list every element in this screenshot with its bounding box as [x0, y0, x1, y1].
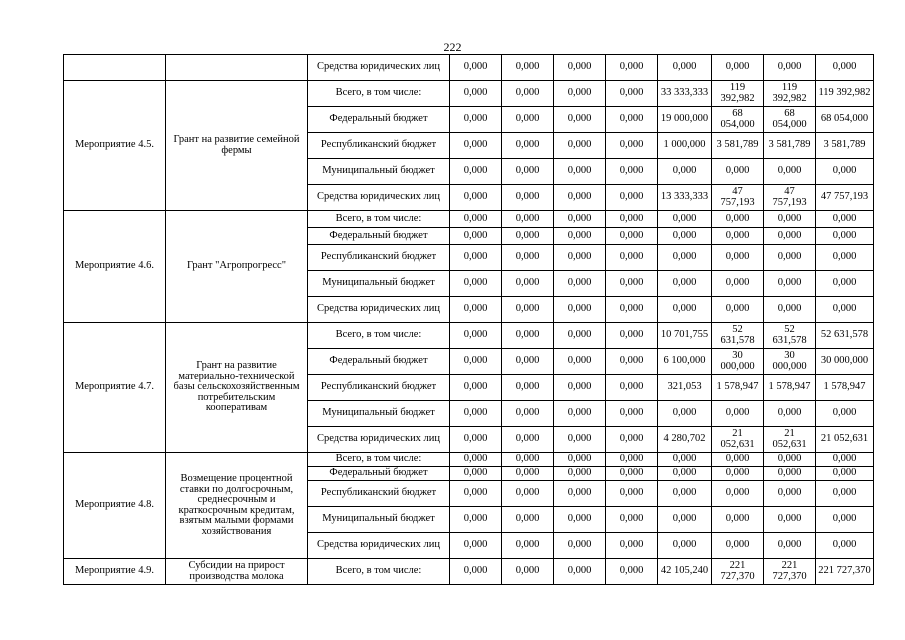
- value-cell: 0,000: [764, 401, 816, 427]
- value-cell: 47 757,193: [712, 185, 764, 211]
- value-cell: 0,000: [502, 107, 554, 133]
- value-cell: 0,000: [816, 533, 874, 559]
- value-cell: 0,000: [502, 323, 554, 349]
- value-cell: 0,000: [554, 559, 606, 585]
- value-cell: 0,000: [450, 107, 502, 133]
- value-cell: 0,000: [764, 228, 816, 245]
- value-cell: 0,000: [554, 185, 606, 211]
- value-cell: 0,000: [450, 297, 502, 323]
- value-cell: 0,000: [764, 453, 816, 467]
- value-cell: 0,000: [502, 467, 554, 481]
- value-cell: 0,000: [764, 533, 816, 559]
- value-cell: 0,000: [450, 81, 502, 107]
- value-cell: 0,000: [658, 159, 712, 185]
- funding-source: Средства юридических лиц: [308, 185, 450, 211]
- value-cell: 0,000: [502, 159, 554, 185]
- table-row: [64, 55, 874, 81]
- value-cell: 0,000: [450, 401, 502, 427]
- value-cell: 0,000: [816, 401, 874, 427]
- value-cell: 0,000: [606, 453, 658, 467]
- value-cell: 221 727,370: [712, 559, 764, 585]
- value-cell: 0,000: [502, 81, 554, 107]
- value-cell: 0,000: [764, 297, 816, 323]
- value-cell: 68 054,000: [816, 107, 874, 133]
- value-cell: 0,000: [606, 401, 658, 427]
- value-cell: 21 052,631: [712, 427, 764, 453]
- value-cell: 0,000: [502, 245, 554, 271]
- value-cell: 0,000: [450, 271, 502, 297]
- value-cell: 0,000: [816, 228, 874, 245]
- value-cell: 0,000: [764, 271, 816, 297]
- value-cell: 0,000: [450, 481, 502, 507]
- value-cell: 0,000: [554, 453, 606, 467]
- value-cell: 0,000: [554, 211, 606, 228]
- value-cell: 0,000: [816, 507, 874, 533]
- value-cell: 0,000: [502, 507, 554, 533]
- value-cell: 0,000: [502, 55, 554, 81]
- funding-source: Средства юридических лиц: [308, 533, 450, 559]
- value-cell: 0,000: [502, 228, 554, 245]
- measure-name-cell: [166, 55, 308, 81]
- budget-table-body: [64, 55, 874, 585]
- funding-source: Всего, в том числе:: [308, 559, 450, 585]
- value-cell: 0,000: [606, 481, 658, 507]
- value-cell: 68 054,000: [764, 107, 816, 133]
- value-cell: 0,000: [816, 211, 874, 228]
- value-cell: 0,000: [606, 349, 658, 375]
- value-cell: 0,000: [450, 427, 502, 453]
- value-cell: 0,000: [764, 211, 816, 228]
- funding-source: Муниципальный бюджет: [308, 401, 450, 427]
- value-cell: 0,000: [764, 245, 816, 271]
- value-cell: 0,000: [554, 245, 606, 271]
- value-cell: 1 578,947: [764, 375, 816, 401]
- value-cell: 0,000: [606, 245, 658, 271]
- measure-code: Мероприятие 4.7.: [64, 323, 166, 453]
- value-cell: 0,000: [502, 185, 554, 211]
- funding-source: Муниципальный бюджет: [308, 507, 450, 533]
- value-cell: 0,000: [502, 375, 554, 401]
- value-cell: 0,000: [658, 401, 712, 427]
- value-cell: 0,000: [816, 55, 874, 81]
- value-cell: 30 000,000: [816, 349, 874, 375]
- measure-name: Возмещение процентной ставки по долгосрочным, среднесрочным и краткосрочным кредитам, взятым малыми формами хозяйствования: [166, 453, 308, 559]
- table-row: [64, 323, 874, 349]
- value-cell: 0,000: [658, 467, 712, 481]
- funding-source: Республиканский бюджет: [308, 481, 450, 507]
- value-cell: 0,000: [606, 81, 658, 107]
- value-cell: 0,000: [658, 481, 712, 507]
- value-cell: 119 392,982: [816, 81, 874, 107]
- value-cell: 0,000: [450, 211, 502, 228]
- measure-code: Мероприятие 4.9.: [64, 559, 166, 585]
- value-cell: 0,000: [606, 107, 658, 133]
- value-cell: 0,000: [606, 159, 658, 185]
- measure-name: Грант на развитие семейной фермы: [166, 81, 308, 211]
- measure-code-cell: [64, 55, 166, 81]
- value-cell: 1 578,947: [712, 375, 764, 401]
- value-cell: 321,053: [658, 375, 712, 401]
- value-cell: 0,000: [712, 211, 764, 228]
- value-cell: 0,000: [606, 271, 658, 297]
- value-cell: 0,000: [606, 507, 658, 533]
- measure-code: Мероприятие 4.5.: [64, 81, 166, 211]
- value-cell: 0,000: [554, 467, 606, 481]
- value-cell: 0,000: [764, 467, 816, 481]
- value-cell: 0,000: [606, 185, 658, 211]
- value-cell: 21 052,631: [764, 427, 816, 453]
- value-cell: 0,000: [450, 559, 502, 585]
- value-cell: 221 727,370: [764, 559, 816, 585]
- value-cell: 0,000: [816, 467, 874, 481]
- value-cell: 119 392,982: [764, 81, 816, 107]
- measure-code: Мероприятие 4.8.: [64, 453, 166, 559]
- value-cell: 0,000: [658, 533, 712, 559]
- value-cell: 52 631,578: [816, 323, 874, 349]
- value-cell: 0,000: [502, 533, 554, 559]
- value-cell: 0,000: [658, 228, 712, 245]
- value-cell: 0,000: [712, 401, 764, 427]
- value-cell: 0,000: [606, 297, 658, 323]
- value-cell: 0,000: [764, 55, 816, 81]
- value-cell: 10 701,755: [658, 323, 712, 349]
- value-cell: 0,000: [502, 481, 554, 507]
- funding-source: Всего, в том числе:: [308, 453, 450, 467]
- value-cell: 0,000: [658, 271, 712, 297]
- value-cell: 0,000: [502, 559, 554, 585]
- value-cell: 0,000: [502, 133, 554, 159]
- value-cell: 0,000: [554, 427, 606, 453]
- budget-table: [63, 54, 874, 585]
- value-cell: 3 581,789: [764, 133, 816, 159]
- measure-name: Грант на развитие материально-технической базы сельскохозяйственным потребительским кооперативам: [166, 323, 308, 453]
- value-cell: 0,000: [450, 133, 502, 159]
- value-cell: 0,000: [712, 297, 764, 323]
- funding-source: Республиканский бюджет: [308, 375, 450, 401]
- value-cell: 0,000: [554, 297, 606, 323]
- value-cell: 0,000: [554, 107, 606, 133]
- value-cell: 0,000: [606, 467, 658, 481]
- value-cell: 0,000: [606, 427, 658, 453]
- funding-source: Средства юридических лиц: [308, 297, 450, 323]
- value-cell: 0,000: [606, 211, 658, 228]
- value-cell: 0,000: [816, 481, 874, 507]
- value-cell: 0,000: [502, 349, 554, 375]
- value-cell: 0,000: [764, 159, 816, 185]
- value-cell: 0,000: [712, 507, 764, 533]
- value-cell: 0,000: [658, 507, 712, 533]
- funding-source: Средства юридических лиц: [308, 427, 450, 453]
- value-cell: 0,000: [816, 159, 874, 185]
- value-cell: 47 757,193: [816, 185, 874, 211]
- value-cell: 0,000: [712, 245, 764, 271]
- value-cell: 0,000: [606, 533, 658, 559]
- value-cell: 0,000: [658, 55, 712, 81]
- value-cell: 3 581,789: [816, 133, 874, 159]
- value-cell: 21 052,631: [816, 427, 874, 453]
- value-cell: 0,000: [816, 297, 874, 323]
- value-cell: 33 333,333: [658, 81, 712, 107]
- value-cell: 0,000: [712, 55, 764, 81]
- value-cell: 0,000: [450, 159, 502, 185]
- value-cell: 1 578,947: [816, 375, 874, 401]
- funding-source: Республиканский бюджет: [308, 133, 450, 159]
- funding-source: Федеральный бюджет: [308, 467, 450, 481]
- value-cell: 0,000: [606, 323, 658, 349]
- value-cell: 4 280,702: [658, 427, 712, 453]
- value-cell: 0,000: [712, 228, 764, 245]
- value-cell: 30 000,000: [764, 349, 816, 375]
- value-cell: 0,000: [554, 533, 606, 559]
- value-cell: 0,000: [816, 453, 874, 467]
- value-cell: 0,000: [502, 427, 554, 453]
- funding-source: Средства юридических лиц: [308, 55, 450, 81]
- value-cell: 0,000: [554, 401, 606, 427]
- funding-source: Федеральный бюджет: [308, 349, 450, 375]
- table-row: [64, 559, 874, 585]
- value-cell: 0,000: [712, 271, 764, 297]
- value-cell: 0,000: [502, 271, 554, 297]
- value-cell: 0,000: [658, 211, 712, 228]
- funding-source: Федеральный бюджет: [308, 228, 450, 245]
- funding-source: Муниципальный бюджет: [308, 271, 450, 297]
- value-cell: 0,000: [450, 453, 502, 467]
- value-cell: 52 631,578: [764, 323, 816, 349]
- funding-source: Всего, в том числе:: [308, 323, 450, 349]
- value-cell: 0,000: [450, 245, 502, 271]
- value-cell: 0,000: [554, 375, 606, 401]
- value-cell: 0,000: [816, 245, 874, 271]
- value-cell: 0,000: [606, 559, 658, 585]
- value-cell: 0,000: [450, 55, 502, 81]
- value-cell: 0,000: [764, 507, 816, 533]
- value-cell: 0,000: [554, 323, 606, 349]
- value-cell: 1 000,000: [658, 133, 712, 159]
- value-cell: 0,000: [450, 375, 502, 401]
- value-cell: 6 100,000: [658, 349, 712, 375]
- value-cell: 19 000,000: [658, 107, 712, 133]
- value-cell: 0,000: [450, 507, 502, 533]
- value-cell: 221 727,370: [816, 559, 874, 585]
- value-cell: 0,000: [554, 271, 606, 297]
- value-cell: 0,000: [554, 481, 606, 507]
- value-cell: 0,000: [712, 453, 764, 467]
- value-cell: 0,000: [712, 533, 764, 559]
- value-cell: 0,000: [658, 245, 712, 271]
- value-cell: 0,000: [764, 481, 816, 507]
- value-cell: 0,000: [554, 133, 606, 159]
- value-cell: 0,000: [606, 133, 658, 159]
- value-cell: 0,000: [502, 297, 554, 323]
- value-cell: 0,000: [450, 467, 502, 481]
- value-cell: 0,000: [450, 533, 502, 559]
- funding-source: Всего, в том числе:: [308, 211, 450, 228]
- value-cell: 0,000: [816, 271, 874, 297]
- value-cell: 0,000: [554, 507, 606, 533]
- value-cell: 0,000: [554, 81, 606, 107]
- table-row: [64, 453, 874, 467]
- value-cell: 0,000: [502, 453, 554, 467]
- value-cell: 0,000: [658, 453, 712, 467]
- value-cell: 0,000: [658, 297, 712, 323]
- value-cell: 0,000: [606, 55, 658, 81]
- measure-code: Мероприятие 4.6.: [64, 211, 166, 323]
- value-cell: 68 054,000: [712, 107, 764, 133]
- funding-source: Муниципальный бюджет: [308, 159, 450, 185]
- value-cell: 0,000: [712, 481, 764, 507]
- value-cell: 0,000: [606, 228, 658, 245]
- value-cell: 52 631,578: [712, 323, 764, 349]
- value-cell: 0,000: [450, 185, 502, 211]
- value-cell: 119 392,982: [712, 81, 764, 107]
- value-cell: 0,000: [554, 159, 606, 185]
- value-cell: 0,000: [712, 467, 764, 481]
- value-cell: 0,000: [502, 401, 554, 427]
- value-cell: 13 333,333: [658, 185, 712, 211]
- measure-name: Грант "Агропрогресс": [166, 211, 308, 323]
- value-cell: 0,000: [712, 159, 764, 185]
- value-cell: 0,000: [450, 228, 502, 245]
- funding-source: Республиканский бюджет: [308, 245, 450, 271]
- value-cell: 30 000,000: [712, 349, 764, 375]
- value-cell: 47 757,193: [764, 185, 816, 211]
- page-number: 222: [443, 40, 462, 54]
- funding-source: Всего, в том числе:: [308, 81, 450, 107]
- funding-source: Федеральный бюджет: [308, 107, 450, 133]
- value-cell: 0,000: [554, 228, 606, 245]
- value-cell: 0,000: [502, 211, 554, 228]
- value-cell: 0,000: [450, 349, 502, 375]
- value-cell: 0,000: [554, 55, 606, 81]
- measure-name: Субсидии на прирост производства молока: [166, 559, 308, 585]
- table-row: [64, 81, 874, 107]
- value-cell: 0,000: [554, 349, 606, 375]
- table-row: [64, 211, 874, 228]
- value-cell: 3 581,789: [712, 133, 764, 159]
- value-cell: 0,000: [450, 323, 502, 349]
- value-cell: 0,000: [606, 375, 658, 401]
- value-cell: 42 105,240: [658, 559, 712, 585]
